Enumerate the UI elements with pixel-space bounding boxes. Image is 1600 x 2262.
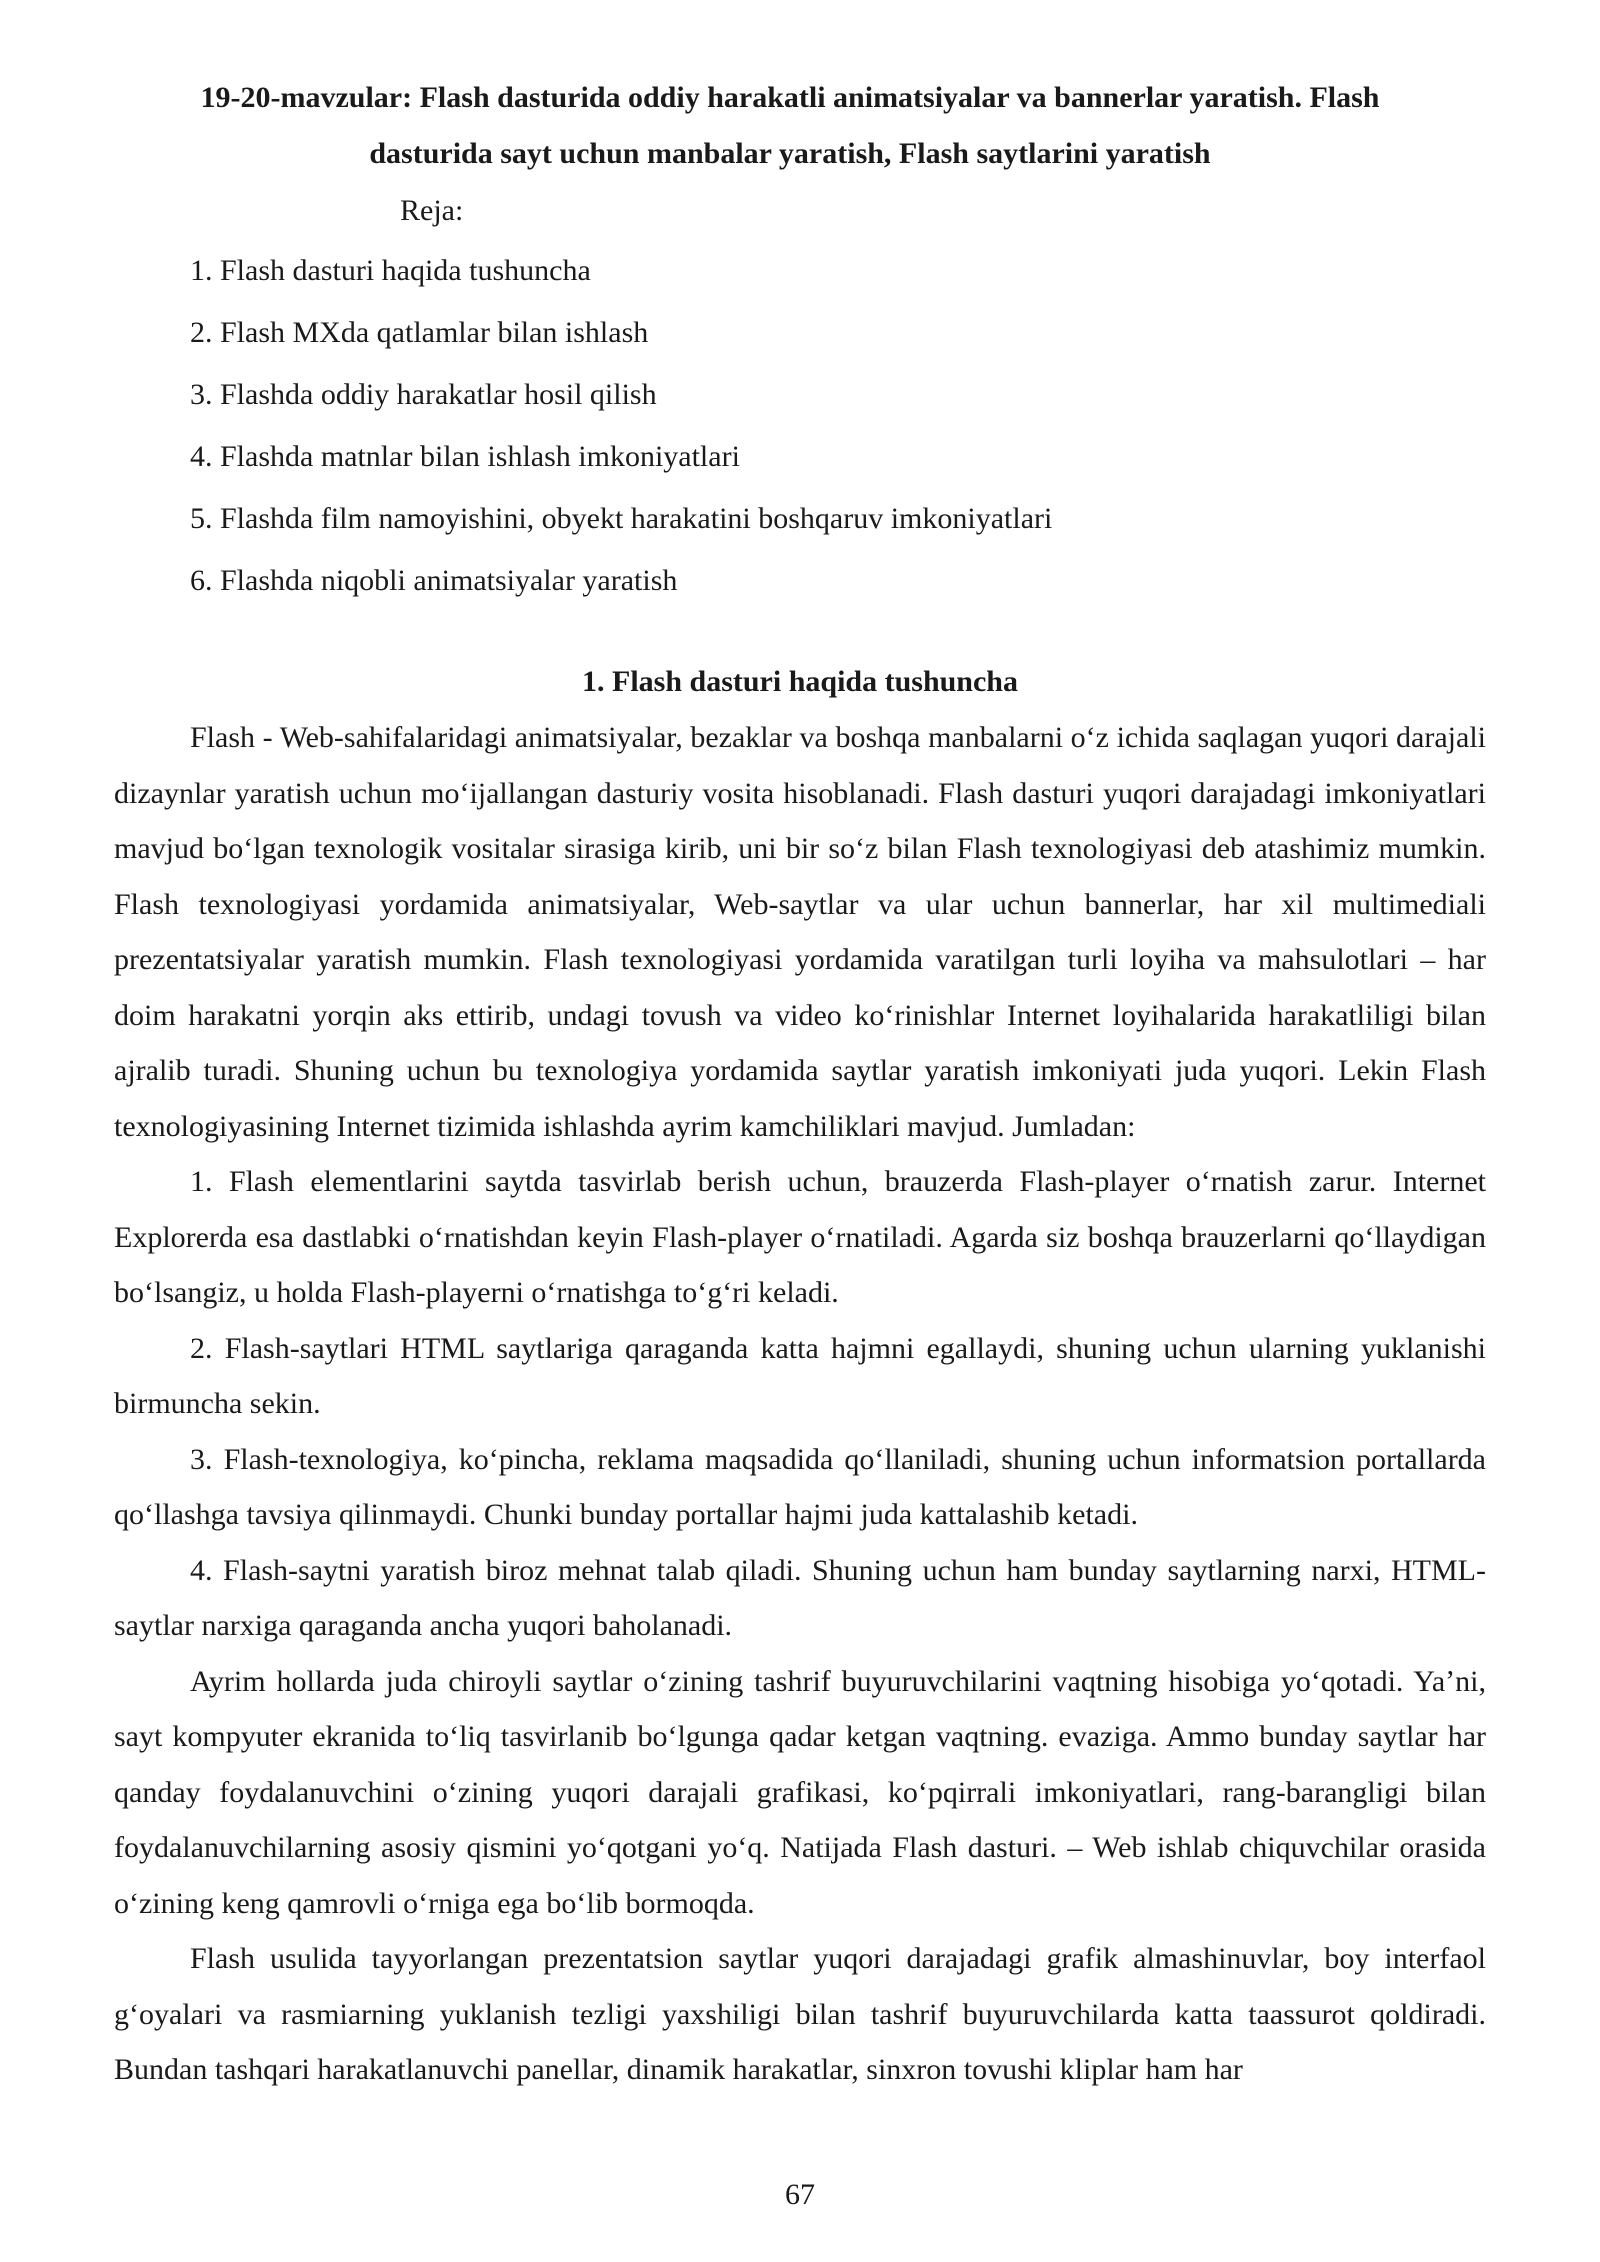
- plan-item: 5. Flashda film namoyishini, obyekt harakatini boshqaruv imkoniyatlari: [190, 502, 1053, 535]
- plan-item: 6. Flashda niqobli animatsiyalar yaratish: [190, 564, 678, 597]
- body-text: [114, 710, 1486, 2098]
- document-page: [114, 70, 1486, 2098]
- paragraph: Flash - Web-sahifalaridagi animatsiyalar, bezaklar va boshqa manbalarni oʻz ichida saqlagan yuqori darajali dizaynlar yaratish uchun moʻijallangan dasturiy vosita hisoblanadi. Flash dasturi yuqori darajadagi imkoniyatlari mavjud boʻlgan texnologik vositalar sirasiga kirib, uni bir soʻz bilan Flash texnologiyasi deb atashimiz mumkin. Flash texnologiyasi yordamida animatsiyalar, Web-saytlar va ular uchun bannerlar, har xil multimediali prezentatsiyalar yaratish mumkin. Flash texnologiyasi yordamida varatilgan turli loyiha va mahsulotlari – har doim harakatni yorqin aks ettirib, undagi tovush va video koʻrinishlar Internet loyihalarida harakatliligi bilan ajralib turadi. Shuning uchun bu texnologiya yordamida saytlar yaratish imkoniyati juda yuqori. Lekin Flash texnologiyasining Internet tizimida ishlashda ayrim kamchiliklari mavjud. Jumladan:: [114, 721, 1486, 1143]
- section-heading: 1. Flash dasturi haqida tushuncha: [582, 665, 1018, 698]
- page-number: 67: [785, 2178, 815, 2211]
- plan-label: Reja:: [400, 194, 464, 227]
- document-title: 19-20-mavzular: Flash dasturida oddiy harakatli animatsiyalar va bannerlar yaratish. Flash dasturida sayt uchun manbalar yaratish, Flash saytlarini yaratish: [200, 81, 1380, 170]
- paragraph: 3. Flash-texnologiya, koʻpincha, reklama maqsadida qoʻllaniladi, shuning uchun informatsion portallarda qoʻllashga tavsiya qilinmaydi. Chunki bunday portallar hajmi juda kattalashib ketadi.: [114, 1442, 1486, 1531]
- paragraph: 1. Flash elementlarini saytda tasvirlab berish uchun, brauzerda Flash-player oʻrnatish zarur. Internet Explorerda esa dastlabki oʻrnatishdan keyin Flash-player oʻrnatiladi. Agarda siz boshqa brauzerlarni qoʻllaydigan boʻlsangiz, u holda Flash-playerni oʻrnatishga toʻgʻri keladi.: [114, 1165, 1486, 1309]
- paragraph: Ayrim hollarda juda chiroyli saytlar oʻzining tashrif buyuruvchilarini vaqtning hisobiga yoʻqotadi. Yaʼni, sayt kompyuter ekranida toʻliq tasvirlanib boʻlgunga qadar ketgan vaqtning. evaziga. Ammo bunday saytlar har qanday foydalanuvchini oʻzining yuqori darajali grafikasi, koʻpqirrali imkoniyatlari, rang-barangligi bilan foydalanuvchilarning asosiy qismini yoʻqotgani yoʻq. Natijada Flash dasturi. – Web ishlab chiquvchilar orasida oʻzining keng qamrovli oʻrniga ega boʻlib bormoqda.: [114, 1664, 1486, 1920]
- plan-item: 1. Flash dasturi haqida tushuncha: [190, 254, 591, 287]
- plan-item: 4. Flashda matnlar bilan ishlash imkoniyatlari: [190, 440, 740, 473]
- paragraph: Flash usulida tayyorlangan prezentatsion saytlar yuqori darajadagi grafik almashinuvlar, boy interfaol gʻoyalari va rasmiarning yuklanish tezligi yaxshiligi bilan tashrif buyuruvchilarda katta taassurot qoldiradi. Bundan tashqari harakatlanuvchi panellar, dinamik harakatlar, sinxron tovushi kliplar ham har: [114, 1942, 1486, 2086]
- paragraph: 2. Flash-saytlari HTML saytlariga qaraganda katta hajmni egallaydi, shuning uchun ularning yuklanishi birmuncha sekin.: [114, 1331, 1486, 1420]
- plan-item: 3. Flashda oddiy harakatlar hosil qilish: [190, 378, 657, 411]
- paragraph: 4. Flash-saytni yaratish biroz mehnat talab qiladi. Shuning uchun ham bunday saytlarning narxi, HTML-saytlar narxiga qaraganda ancha yuqori baholanadi.: [114, 1553, 1486, 1642]
- plan-list: [114, 240, 1486, 612]
- plan-item: 2. Flash MXda qatlamlar bilan ishlash: [190, 316, 649, 349]
